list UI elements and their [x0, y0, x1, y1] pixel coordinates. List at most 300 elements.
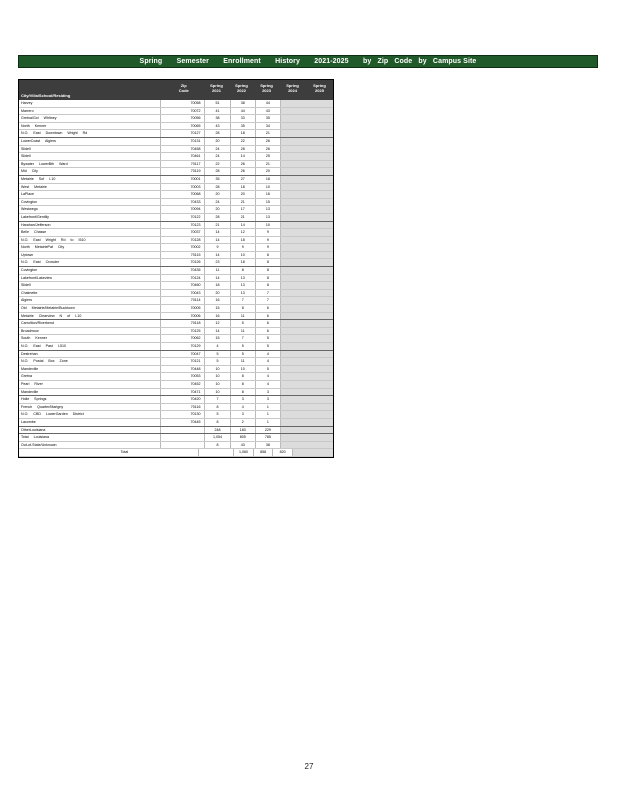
cell-city: Slidell	[19, 282, 161, 289]
table-body	[19, 100, 333, 457]
cell-2023: 44	[256, 100, 281, 107]
table-row	[19, 259, 333, 267]
cell-zip	[161, 442, 205, 449]
cell-2021: 5	[205, 351, 230, 358]
table-row	[19, 267, 333, 275]
cell-2022: 18	[231, 259, 256, 266]
table-row	[19, 115, 333, 123]
cell-city: Metairie Clearview N of I-10	[19, 313, 161, 320]
cell-2024	[281, 153, 307, 160]
header-zip: Zip Code	[178, 83, 189, 93]
cell-zip	[161, 427, 205, 434]
cell-2024	[281, 381, 307, 388]
table-row	[19, 100, 333, 108]
cell-2025	[307, 297, 333, 304]
cell-2021: 9	[205, 244, 230, 251]
cell-2024	[281, 404, 307, 411]
cell-city: Lakefront/Gentilly	[19, 214, 161, 221]
cell-2021: 20	[205, 290, 230, 297]
cell-2025	[307, 176, 333, 183]
cell-2021: 14	[205, 237, 230, 244]
table-row	[19, 153, 333, 161]
cell-city: Lacombe	[19, 419, 161, 426]
cell-2024	[281, 389, 307, 396]
cell-2021: 10	[205, 381, 230, 388]
cell-zip: 70126	[161, 259, 205, 266]
cell-2022: 8	[231, 381, 256, 388]
cell-2024	[281, 252, 307, 259]
cell-2022: 11	[231, 328, 256, 335]
table-row	[19, 366, 333, 374]
cell-2022: 14	[231, 222, 256, 229]
cell-2023: 34	[256, 123, 281, 130]
cell-2022: 8	[231, 267, 256, 274]
table-row	[19, 130, 333, 138]
cell-2024	[281, 244, 307, 251]
cell-2023: 4	[256, 351, 281, 358]
cell-zip: 70433	[161, 199, 205, 206]
table-row	[19, 343, 333, 351]
cell-2025	[307, 206, 333, 213]
table-row	[19, 214, 333, 222]
cell-2024	[281, 115, 307, 122]
cell-2024	[281, 206, 307, 213]
cell-2023: 43	[256, 108, 281, 115]
cell-city: LaPlace	[19, 191, 161, 198]
cell-2021: 38	[205, 115, 230, 122]
cell-2025	[307, 108, 333, 115]
cell-2021: 22	[205, 161, 230, 168]
cell-2023: 35	[256, 115, 281, 122]
cell-city: Uptown	[19, 252, 161, 259]
cell-zip: 70124	[161, 275, 205, 282]
cell-2022: 18	[231, 130, 256, 137]
cell-2022: 18	[231, 184, 256, 191]
cell-zip: 70117	[161, 161, 205, 168]
cell-2022: 44	[231, 108, 256, 115]
cell-2023: 26	[256, 138, 281, 145]
cell-2023: 8	[256, 252, 281, 259]
cell-zip: 70037	[161, 229, 205, 236]
cell-city: OtherLouisiana	[19, 427, 161, 434]
table-row	[19, 320, 333, 328]
cell-zip	[161, 434, 205, 441]
cell-city: Mid City	[19, 168, 161, 175]
cell-2022: 858	[254, 449, 274, 456]
table-row	[19, 305, 333, 313]
cell-2024	[281, 427, 307, 434]
cell-2023: 9	[256, 244, 281, 251]
cell-2022: 7	[231, 335, 256, 342]
cell-zip: 70118	[161, 320, 205, 327]
cell-2021: 28	[205, 130, 230, 137]
cell-2022: 14	[231, 153, 256, 160]
cell-2025	[307, 259, 333, 266]
cell-2023: 13	[256, 206, 281, 213]
cell-2025	[307, 275, 333, 282]
cell-2025	[307, 351, 333, 358]
cell-2022: 38	[231, 100, 256, 107]
cell-zip: 70127	[161, 130, 205, 137]
cell-2022: 5	[231, 351, 256, 358]
cell-2023: 7	[256, 297, 281, 304]
cell-2025	[307, 442, 333, 449]
cell-zip: 70068	[161, 191, 205, 198]
table-row	[19, 389, 333, 397]
cell-2022: 11	[231, 358, 256, 365]
cell-zip: 70128	[161, 237, 205, 244]
table-row	[19, 138, 333, 146]
cell-2021: 4	[205, 343, 230, 350]
cell-2023: 21	[256, 130, 281, 137]
cell-zip: 70115	[161, 252, 205, 259]
cell-2022: 7	[231, 297, 256, 304]
cell-city: North Kenner	[19, 123, 161, 130]
header-2021: Spring 2021	[210, 83, 223, 93]
header-city: City/Villa/School/Residing	[21, 93, 71, 99]
cell-2024	[281, 229, 307, 236]
cell-zip: 70043	[161, 290, 205, 297]
cell-2021: 14	[205, 275, 230, 282]
cell-zip: 70058	[161, 100, 205, 107]
cell-2022: 21	[231, 214, 256, 221]
cell-zip: 70461	[161, 153, 205, 160]
cell-city: Bywater LowerBth Ward	[19, 161, 161, 168]
cell-city: French Quarter/Marigny	[19, 404, 161, 411]
cell-city: Total	[19, 449, 199, 456]
cell-city: Old Metairie/Metairie/Bucktown	[19, 305, 161, 312]
cell-zip: 70458	[161, 146, 205, 153]
cell-2021: 18	[205, 282, 230, 289]
cell-2025	[307, 115, 333, 122]
cell-zip: 70062	[161, 335, 205, 342]
cell-2023: 13	[256, 214, 281, 221]
table-row	[19, 351, 333, 359]
cell-2025	[307, 130, 333, 137]
cell-2025	[307, 434, 333, 441]
cell-2023: 229	[256, 427, 281, 434]
table-row	[19, 434, 333, 442]
table-row	[19, 252, 333, 260]
table-row	[19, 419, 333, 427]
cell-2023: 8	[256, 267, 281, 274]
cell-2025	[307, 100, 333, 107]
cell-zip: 70471	[161, 389, 205, 396]
cell-2023: 1	[256, 411, 281, 418]
cell-2024	[281, 222, 307, 229]
cell-2025	[307, 335, 333, 342]
cell-2021: 11	[205, 267, 230, 274]
cell-zip: 70006	[161, 313, 205, 320]
cell-zip: 70125	[161, 328, 205, 335]
cell-2024	[281, 168, 307, 175]
cell-2021: 43	[205, 123, 230, 130]
table-row	[19, 442, 333, 450]
cell-2022: 9	[231, 244, 256, 251]
cell-2022: 183	[231, 427, 256, 434]
cell-2024	[281, 358, 307, 365]
cell-2025	[307, 282, 333, 289]
cell-2021: 7	[205, 396, 230, 403]
cell-2025	[307, 199, 333, 206]
cell-2022: 8	[231, 373, 256, 380]
cell-2022: 5	[231, 320, 256, 327]
table-row	[19, 396, 333, 404]
cell-2025	[307, 229, 333, 236]
cell-2023: 4	[256, 373, 281, 380]
cell-2022: 20	[231, 191, 256, 198]
table-row	[19, 373, 333, 381]
cell-2024	[281, 411, 307, 418]
header-2024: Spring 2024	[286, 83, 299, 93]
table-row	[19, 328, 333, 336]
cell-2022: 13	[231, 290, 256, 297]
cell-2024	[281, 100, 307, 107]
table-row	[19, 244, 333, 252]
cell-zip: 70114	[161, 297, 205, 304]
table-row	[19, 237, 333, 245]
cell-2021: 14	[205, 328, 230, 335]
cell-2024	[281, 351, 307, 358]
cell-2025	[307, 389, 333, 396]
cell-2021: 15	[205, 305, 230, 312]
table-row	[19, 161, 333, 169]
cell-2023: 4	[256, 358, 281, 365]
cell-2024	[281, 138, 307, 145]
cell-2025	[307, 161, 333, 168]
cell-2023: 16	[256, 191, 281, 198]
cell-city: Carrollton/Riverbend	[19, 320, 161, 327]
cell-city: Total Louisiana	[19, 434, 161, 441]
cell-2025	[307, 168, 333, 175]
cell-2022: 21	[231, 199, 256, 206]
cell-2024	[281, 130, 307, 137]
cell-2025	[307, 358, 333, 365]
cell-2025	[307, 411, 333, 418]
table-row	[19, 427, 333, 435]
table-row	[19, 381, 333, 389]
cell-city: Out-of-State/Unknown	[19, 442, 161, 449]
cell-zip: 70420	[161, 396, 205, 403]
cell-2023: 18	[256, 176, 281, 183]
cell-city: N.O. Postal Box Zone	[19, 358, 161, 365]
cell-2024	[281, 396, 307, 403]
cell-2023: 20	[256, 168, 281, 175]
report-title-banner: Spring Semester Enrollment History 2021-2025 by Zip Code by Campus Site	[18, 55, 598, 68]
cell-2023: 5	[256, 366, 281, 373]
cell-zip: 70121	[161, 358, 205, 365]
cell-2024	[281, 214, 307, 221]
cell-2023: 9	[256, 229, 281, 236]
cell-2021: 24	[205, 153, 230, 160]
table-row	[19, 176, 333, 184]
cell-2024	[281, 146, 307, 153]
cell-zip: 70001	[161, 176, 205, 183]
cell-city: Broadmoor	[19, 328, 161, 335]
cell-2021: 1,060	[234, 449, 254, 456]
table-row	[19, 297, 333, 305]
cell-2025	[307, 328, 333, 335]
cell-2021: 24	[205, 146, 230, 153]
cell-2024	[281, 320, 307, 327]
cell-city: N.O. East Downtown Wright Rd	[19, 130, 161, 137]
cell-2023: 6	[256, 305, 281, 312]
cell-zip: 70119	[161, 168, 205, 175]
cell-2024	[281, 259, 307, 266]
cell-2022: 27	[231, 176, 256, 183]
cell-2025	[307, 214, 333, 221]
cell-2021: 8	[205, 404, 230, 411]
cell-2022: 35	[231, 123, 256, 130]
cell-city: N.O. East Past I-510	[19, 343, 161, 350]
cell-2023: 1	[256, 419, 281, 426]
cell-2022: 12	[231, 229, 256, 236]
table-row	[19, 199, 333, 207]
cell-zip: 70047	[161, 351, 205, 358]
cell-2023: 9	[256, 237, 281, 244]
cell-zip: 70116	[161, 404, 205, 411]
cell-2022: 5	[231, 343, 256, 350]
cell-2023: 10	[256, 184, 281, 191]
cell-2021: 51	[205, 100, 230, 107]
table-row	[19, 222, 333, 230]
cell-2025	[307, 184, 333, 191]
cell-zip: 70130	[161, 411, 205, 418]
cell-2023: 6	[256, 313, 281, 320]
cell-2022: 22	[231, 138, 256, 145]
cell-2021: 28	[205, 184, 230, 191]
cell-2025	[307, 191, 333, 198]
cell-2023: 820	[273, 449, 293, 456]
cell-2023: 1	[256, 404, 281, 411]
cell-2022: 28	[231, 146, 256, 153]
cell-2022: 26	[231, 161, 256, 168]
cell-2021: 10	[205, 366, 230, 373]
cell-2024	[281, 313, 307, 320]
cell-2025	[307, 427, 333, 434]
cell-2025	[307, 404, 333, 411]
cell-2023: 5	[256, 335, 281, 342]
cell-zip: 70094	[161, 206, 205, 213]
cell-2023: 26	[256, 146, 281, 153]
cell-city: Destrehan	[19, 351, 161, 358]
cell-2021: 1,054	[205, 434, 230, 441]
table-row	[19, 123, 333, 131]
cell-city: N.O. East Wright Rd to I510	[19, 237, 161, 244]
cell-2022: 26	[231, 168, 256, 175]
cell-2025	[307, 222, 333, 229]
cell-city: Lakefront/Lakeview	[19, 275, 161, 282]
cell-2024	[281, 282, 307, 289]
cell-2024	[281, 108, 307, 115]
cell-zip: 70053	[161, 373, 205, 380]
cell-2023: 8	[256, 275, 281, 282]
cell-city: Gretna	[19, 373, 161, 380]
cell-2021: 28	[205, 168, 230, 175]
cell-2022: 8	[231, 305, 256, 312]
table-row	[19, 191, 333, 199]
cell-zip: 70123	[161, 222, 205, 229]
cell-2021: 21	[205, 222, 230, 229]
cell-zip: 70435	[161, 267, 205, 274]
cell-2021: 14	[205, 252, 230, 259]
cell-city: Harvey	[19, 100, 161, 107]
cell-2021: 16	[205, 297, 230, 304]
cell-zip: 70460	[161, 282, 205, 289]
cell-2023: 10	[256, 222, 281, 229]
cell-2025	[307, 146, 333, 153]
cell-2022: 11	[231, 313, 256, 320]
cell-2021: 16	[205, 313, 230, 320]
cell-2024	[281, 290, 307, 297]
cell-2024	[293, 449, 313, 456]
cell-2024	[281, 199, 307, 206]
cell-city: Westwego	[19, 206, 161, 213]
cell-2024	[281, 237, 307, 244]
cell-city: N.O. CBD LowerGarden District	[19, 411, 161, 418]
cell-city: N.O. East Crowder	[19, 259, 161, 266]
cell-2023: 785	[256, 434, 281, 441]
cell-2024	[281, 343, 307, 350]
cell-2025	[307, 237, 333, 244]
cell-2023: 21	[256, 161, 281, 168]
cell-2024	[281, 267, 307, 274]
cell-2021: 5	[205, 358, 230, 365]
cell-city: North MetairiePat City	[19, 244, 161, 251]
cell-2022: 3	[231, 411, 256, 418]
cell-2023: 8	[256, 259, 281, 266]
table-row	[19, 184, 333, 192]
cell-2024	[281, 123, 307, 130]
cell-city: Pearl River	[19, 381, 161, 388]
table-row	[19, 275, 333, 283]
cell-zip: 70072	[161, 108, 205, 115]
cell-2022: 13	[231, 275, 256, 282]
cell-2024	[281, 419, 307, 426]
table-row	[19, 206, 333, 214]
cell-city: Metairie Sof I-10	[19, 176, 161, 183]
table-row	[19, 358, 333, 366]
cell-2021: 41	[205, 108, 230, 115]
table-row	[19, 404, 333, 412]
cell-2025	[307, 305, 333, 312]
cell-2023: 8	[256, 282, 281, 289]
cell-zip: 70131	[161, 138, 205, 145]
cell-2025	[307, 373, 333, 380]
cell-2023: 15	[256, 199, 281, 206]
cell-2025	[307, 313, 333, 320]
cell-2023: 3	[256, 396, 281, 403]
cell-2025	[307, 123, 333, 130]
cell-2025	[307, 244, 333, 251]
cell-city: Covington	[19, 267, 161, 274]
cell-2022: 10	[231, 252, 256, 259]
cell-city: Mandeville	[19, 366, 161, 373]
cell-2022: 10	[231, 366, 256, 373]
cell-2021: 14	[205, 229, 230, 236]
cell-2024	[281, 305, 307, 312]
cell-city: Covington	[19, 199, 161, 206]
cell-2021: 20	[205, 191, 230, 198]
table-row	[19, 290, 333, 298]
table-row	[19, 335, 333, 343]
cell-2022: 13	[231, 282, 256, 289]
cell-zip: 70003	[161, 184, 205, 191]
cell-2022: 43	[231, 442, 256, 449]
cell-2023: 7	[256, 290, 281, 297]
cell-2025	[307, 290, 333, 297]
cell-city: Holle Springs	[19, 396, 161, 403]
